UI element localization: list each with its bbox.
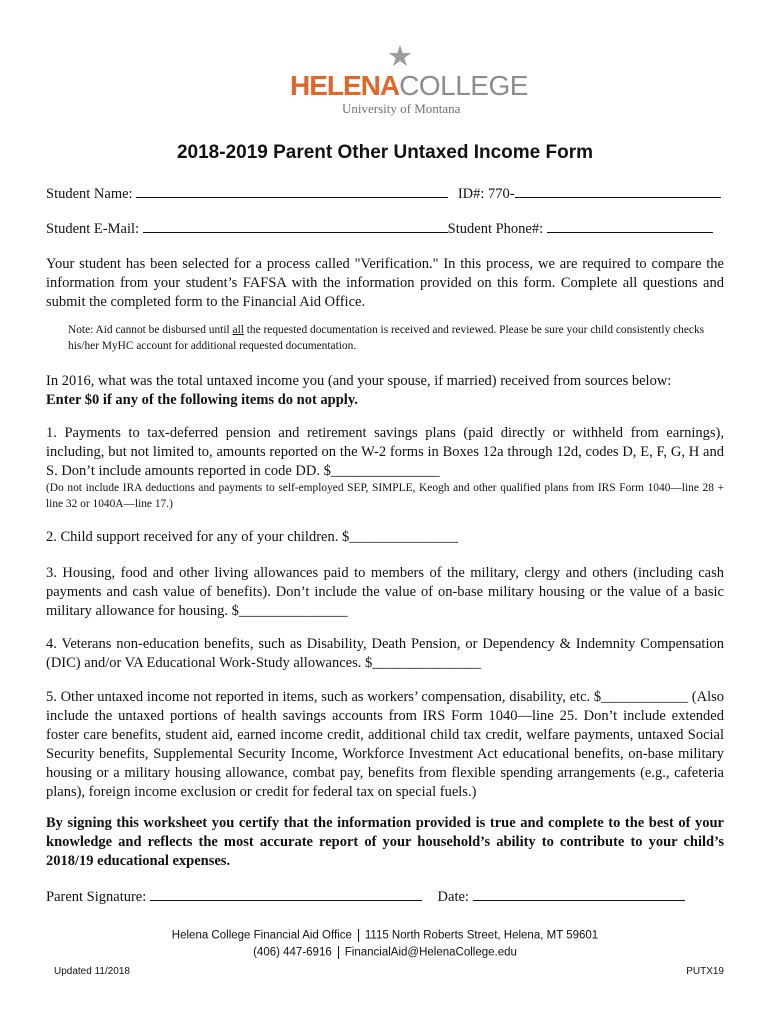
student-phone-label: Student Phone#:: [447, 221, 544, 237]
date-label: Date:: [437, 889, 469, 905]
parent-signature-label: Parent Signature:: [46, 889, 147, 905]
certification-statement: By signing this worksheet you certify that the information provided is true and complete to the best of your knowledge and reflects the most accurate report of your household’s ability to contribute to your child’s 2018/19 educational expenses.: [46, 815, 724, 869]
updated-date: Updated 11/2018: [54, 966, 130, 977]
footer-email: FinancialAid@HelenaCollege.edu: [344, 946, 517, 959]
star-icon: [388, 44, 412, 68]
date-field[interactable]: [473, 886, 685, 901]
student-name-row: [46, 183, 721, 203]
student-email-field[interactable]: [143, 218, 448, 233]
intro-paragraph: Your student has been selected for a process called "Verification." In this process, we are required to compare the information from your student’s FAFSA with the information provided on this form. Complete all questions and submit the completed form to the Financial Aid Office.: [46, 256, 724, 310]
question-paragraph: [46, 372, 724, 410]
student-name-field[interactable]: [136, 183, 448, 198]
item-2: 2. Child support received for any of your children. $_______________: [46, 529, 458, 545]
student-email-row: [46, 218, 713, 238]
student-email-label: Student E-Mail:: [46, 221, 140, 237]
logo-wordmark: HELENACOLLEGE: [290, 70, 528, 101]
footer-office: Helena College Financial Aid Office: [171, 929, 352, 942]
student-name-label: Student Name:: [46, 186, 133, 202]
footer-phone: (406) 447-6916: [253, 946, 332, 959]
question-instruction: Enter $0 if any of the following items do not apply.: [46, 392, 358, 408]
footer-divider: [358, 929, 359, 942]
parent-signature-field[interactable]: [150, 886, 422, 901]
form-code: PUTX19: [686, 966, 724, 977]
footer-street: 1115 North Roberts Street, Helena, MT 59601: [364, 929, 599, 942]
student-phone-field[interactable]: [547, 218, 713, 233]
signature-row: [46, 886, 685, 906]
item-5: 5. Other untaxed income not reported in items, such as workers’ compensation, disability, etc. $____________ (Also include the untaxed portions of health savings accounts from IRS Form 1040—line 25. Don’t include extended foster care benefits, student aid, earned income credit, additional child tax credit, welfare payments, untaxed Social Security benefits, Supplemental Security Income, Workforce Investment Act educational benefits, on-base military housing or a military housing allowance, combat pay, benefits from flexible spending arrangements (e.g., cafeteria plans), foreign income exclusion or credit for federal tax on special fuels.): [46, 689, 724, 800]
footer-contact: [0, 946, 770, 959]
note-paragraph: Note: Aid cannot be disbursed until all the requested documentation is received and reviewed. Please be sure your child consistently checks his/her MyHC account for additional requested documentation.: [68, 324, 705, 352]
item-4: 4. Veterans non-education benefits, such as Disability, Death Pension, or Dependency & Indemnity Compensation (DIC) and/or VA Educational Work-Study allowances. $_______________: [46, 636, 724, 671]
question-text: In 2016, what was the total untaxed income you (and your spouse, if married) received from sources below:: [46, 373, 672, 389]
id-field[interactable]: [515, 183, 721, 198]
item-1: 1. Payments to tax-deferred pension and retirement savings plans (paid directly or withheld from earnings), including, but not limited to, amounts reported on the W-2 forms in Boxes 12a through 12d, codes D, E, F, G, H and S. Don’t include amounts reported in code DD. $_______________: [46, 425, 724, 479]
id-label: ID#: 770-: [457, 186, 515, 202]
form-title: 2018-2019 Parent Other Untaxed Income Form: [176, 142, 594, 163]
item-1-note: (Do not include IRA deductions and payments to self-employed SEP, SIMPLE, Keogh and other qualified plans from IRS Form 1040—line 28 + line 32 or 1040A—line 17.): [46, 482, 724, 510]
item-3: 3. Housing, food and other living allowances paid to members of the military, clergy and others (including cash payments and cash value of benefits). Don’t include the value of on-base military housing or the value of a basic military allowance for housing. $_______________: [46, 565, 724, 619]
college-logo: [290, 48, 528, 116]
footer-divider: [338, 946, 339, 959]
logo-subtitle: University of Montana: [342, 101, 461, 116]
footer-address: [0, 929, 770, 942]
